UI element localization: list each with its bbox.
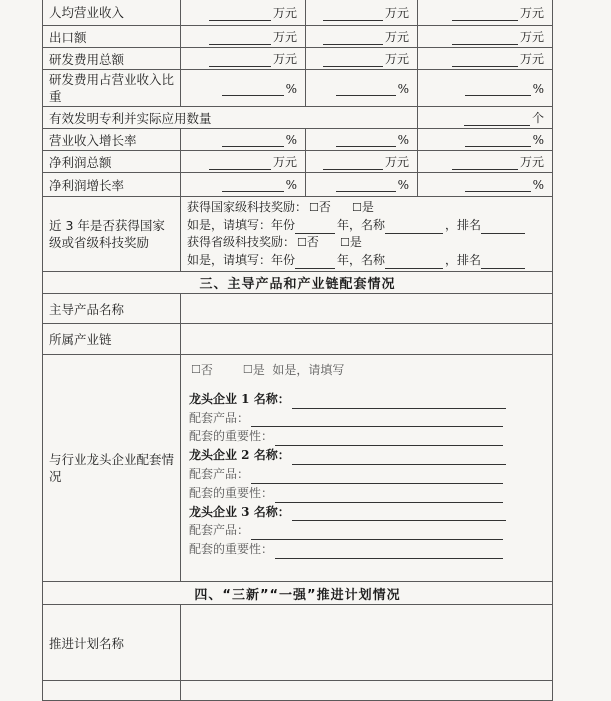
leader-2-name-field[interactable] [292,452,506,465]
section-row [43,272,553,294]
table-row [43,129,553,151]
input-cell[interactable]: 万元 [306,151,418,173]
row-label: 推进计划名称 [43,605,181,681]
provincial-award-line: 获得省级科技奖励： ☐否 ☐是 [187,235,362,249]
row-label: 出口额 [43,26,181,48]
table-row [43,70,553,107]
support-cell [181,355,553,582]
provincial-award-detail: 如是，请填写：年份 年，名称 ，排名 [187,252,546,270]
input-cell[interactable]: % [306,129,418,151]
input-cell[interactable]: 万元 [418,26,553,48]
row-label: 净利润总额 [43,151,181,173]
row-label [43,681,181,701]
row-label: 所属产业链 [43,324,181,355]
input-cell[interactable]: % [418,70,553,107]
plan-name-input[interactable] [181,605,553,681]
rank-field[interactable] [481,256,525,269]
input-cell[interactable]: % [306,173,418,197]
row-label: 有效发明专利并实际应用数量 [43,107,418,129]
input-cell[interactable]: 万元 [418,48,553,70]
leader-3-name-field[interactable] [292,508,506,521]
input-cell[interactable]: 万元 [181,48,306,70]
leader-3-product-line: 配套产品： [189,521,544,540]
leader-1-product-field[interactable] [251,414,503,427]
year-field[interactable] [295,256,335,269]
leader-1-name-field[interactable] [292,396,506,409]
table-row [43,151,553,173]
leader-1-product-line: 配套产品： [189,409,544,428]
input-cell[interactable]: 万元 [181,0,306,26]
name-field[interactable] [385,256,443,269]
section-row [43,582,553,605]
year-field[interactable] [295,221,335,234]
row-label: 研发费用总额 [43,48,181,70]
input-cell[interactable]: % [418,173,553,197]
checkbox-provincial-yes[interactable]: ☐ [339,236,350,249]
national-award-line: 获得国家级科技奖励： ☐否 ☐是 [187,200,374,214]
leader-3-importance-line: 配套的重要性： [189,540,544,559]
industry-chain-input[interactable] [181,324,553,355]
row-label: 营业收入增长率 [43,129,181,151]
row-label: 主导产品名称 [43,294,181,324]
leader-2-product-line: 配套产品： [189,465,544,484]
leader-3-name-line: 龙头企业 3 名称： [189,503,544,522]
leader-3-importance-field[interactable] [275,546,503,559]
input-cell[interactable]: 万元 [306,48,418,70]
input-cell[interactable]: 万元 [306,26,418,48]
row-label: 研发费用占营业收入比重 [43,70,181,107]
next-row-input[interactable] [181,681,553,701]
input-cell[interactable]: % [181,173,306,197]
leader-1-importance-field[interactable] [275,433,503,446]
row-label: 与行业龙头企业配套情况 [43,355,181,582]
leader-2-importance-line: 配套的重要性： [189,484,544,503]
checkbox-support-no[interactable]: ☐ [191,363,201,376]
national-award-detail: 如是，请填写：年份 年，名称 ，排名 [187,217,546,235]
row-label: 净利润增长率 [43,173,181,197]
table-row [43,48,553,70]
input-cell[interactable]: % [418,129,553,151]
awards-cell [181,197,553,272]
leader-2-name-line: 龙头企业 2 名称： [189,446,544,465]
leader-1-importance-line: 配套的重要性： [189,427,544,446]
table-row [43,681,553,701]
input-cell[interactable]: % [181,70,306,107]
table-row [43,107,553,129]
table-row [43,197,553,272]
rank-field[interactable] [481,221,525,234]
section-title: 四、“三新”“一强”推进计划情况 [43,582,553,605]
checkbox-provincial-no[interactable]: ☐ [297,236,307,249]
input-cell[interactable]: 个 [418,107,553,129]
table-row [43,0,553,26]
main-product-input[interactable] [181,294,553,324]
section-title: 三、主导产品和产业链配套情况 [43,272,553,294]
checkbox-support-yes[interactable]: ☐ [242,363,253,376]
leader-2-importance-field[interactable] [275,490,503,503]
input-cell[interactable]: 万元 [181,26,306,48]
checkbox-national-yes[interactable]: ☐ [351,201,362,214]
input-cell[interactable]: 万元 [418,0,553,26]
awards-label: 近 3 年是否获得国家级或省级科技奖励 [43,197,181,272]
table-row [43,173,553,197]
input-cell[interactable]: 万元 [418,151,553,173]
name-field[interactable] [385,221,443,234]
table-row [43,324,553,355]
leader-1-name-line: 龙头企业 1 名称： [189,390,544,409]
input-cell[interactable]: % [181,129,306,151]
input-cell[interactable]: 万元 [181,151,306,173]
checkbox-national-no[interactable]: ☐ [309,201,319,214]
input-cell[interactable]: % [306,70,418,107]
table-row [43,26,553,48]
leader-3-product-field[interactable] [251,527,503,540]
support-choice-line: ☐ 否 ☐ 是 如是，请填写 [189,361,544,380]
application-form-table [42,0,553,701]
table-row [43,605,553,681]
table-row [43,294,553,324]
table-row [43,355,553,582]
leader-2-product-field[interactable] [251,471,503,484]
row-label: 人均营业收入 [43,0,181,26]
input-cell[interactable]: 万元 [306,0,418,26]
